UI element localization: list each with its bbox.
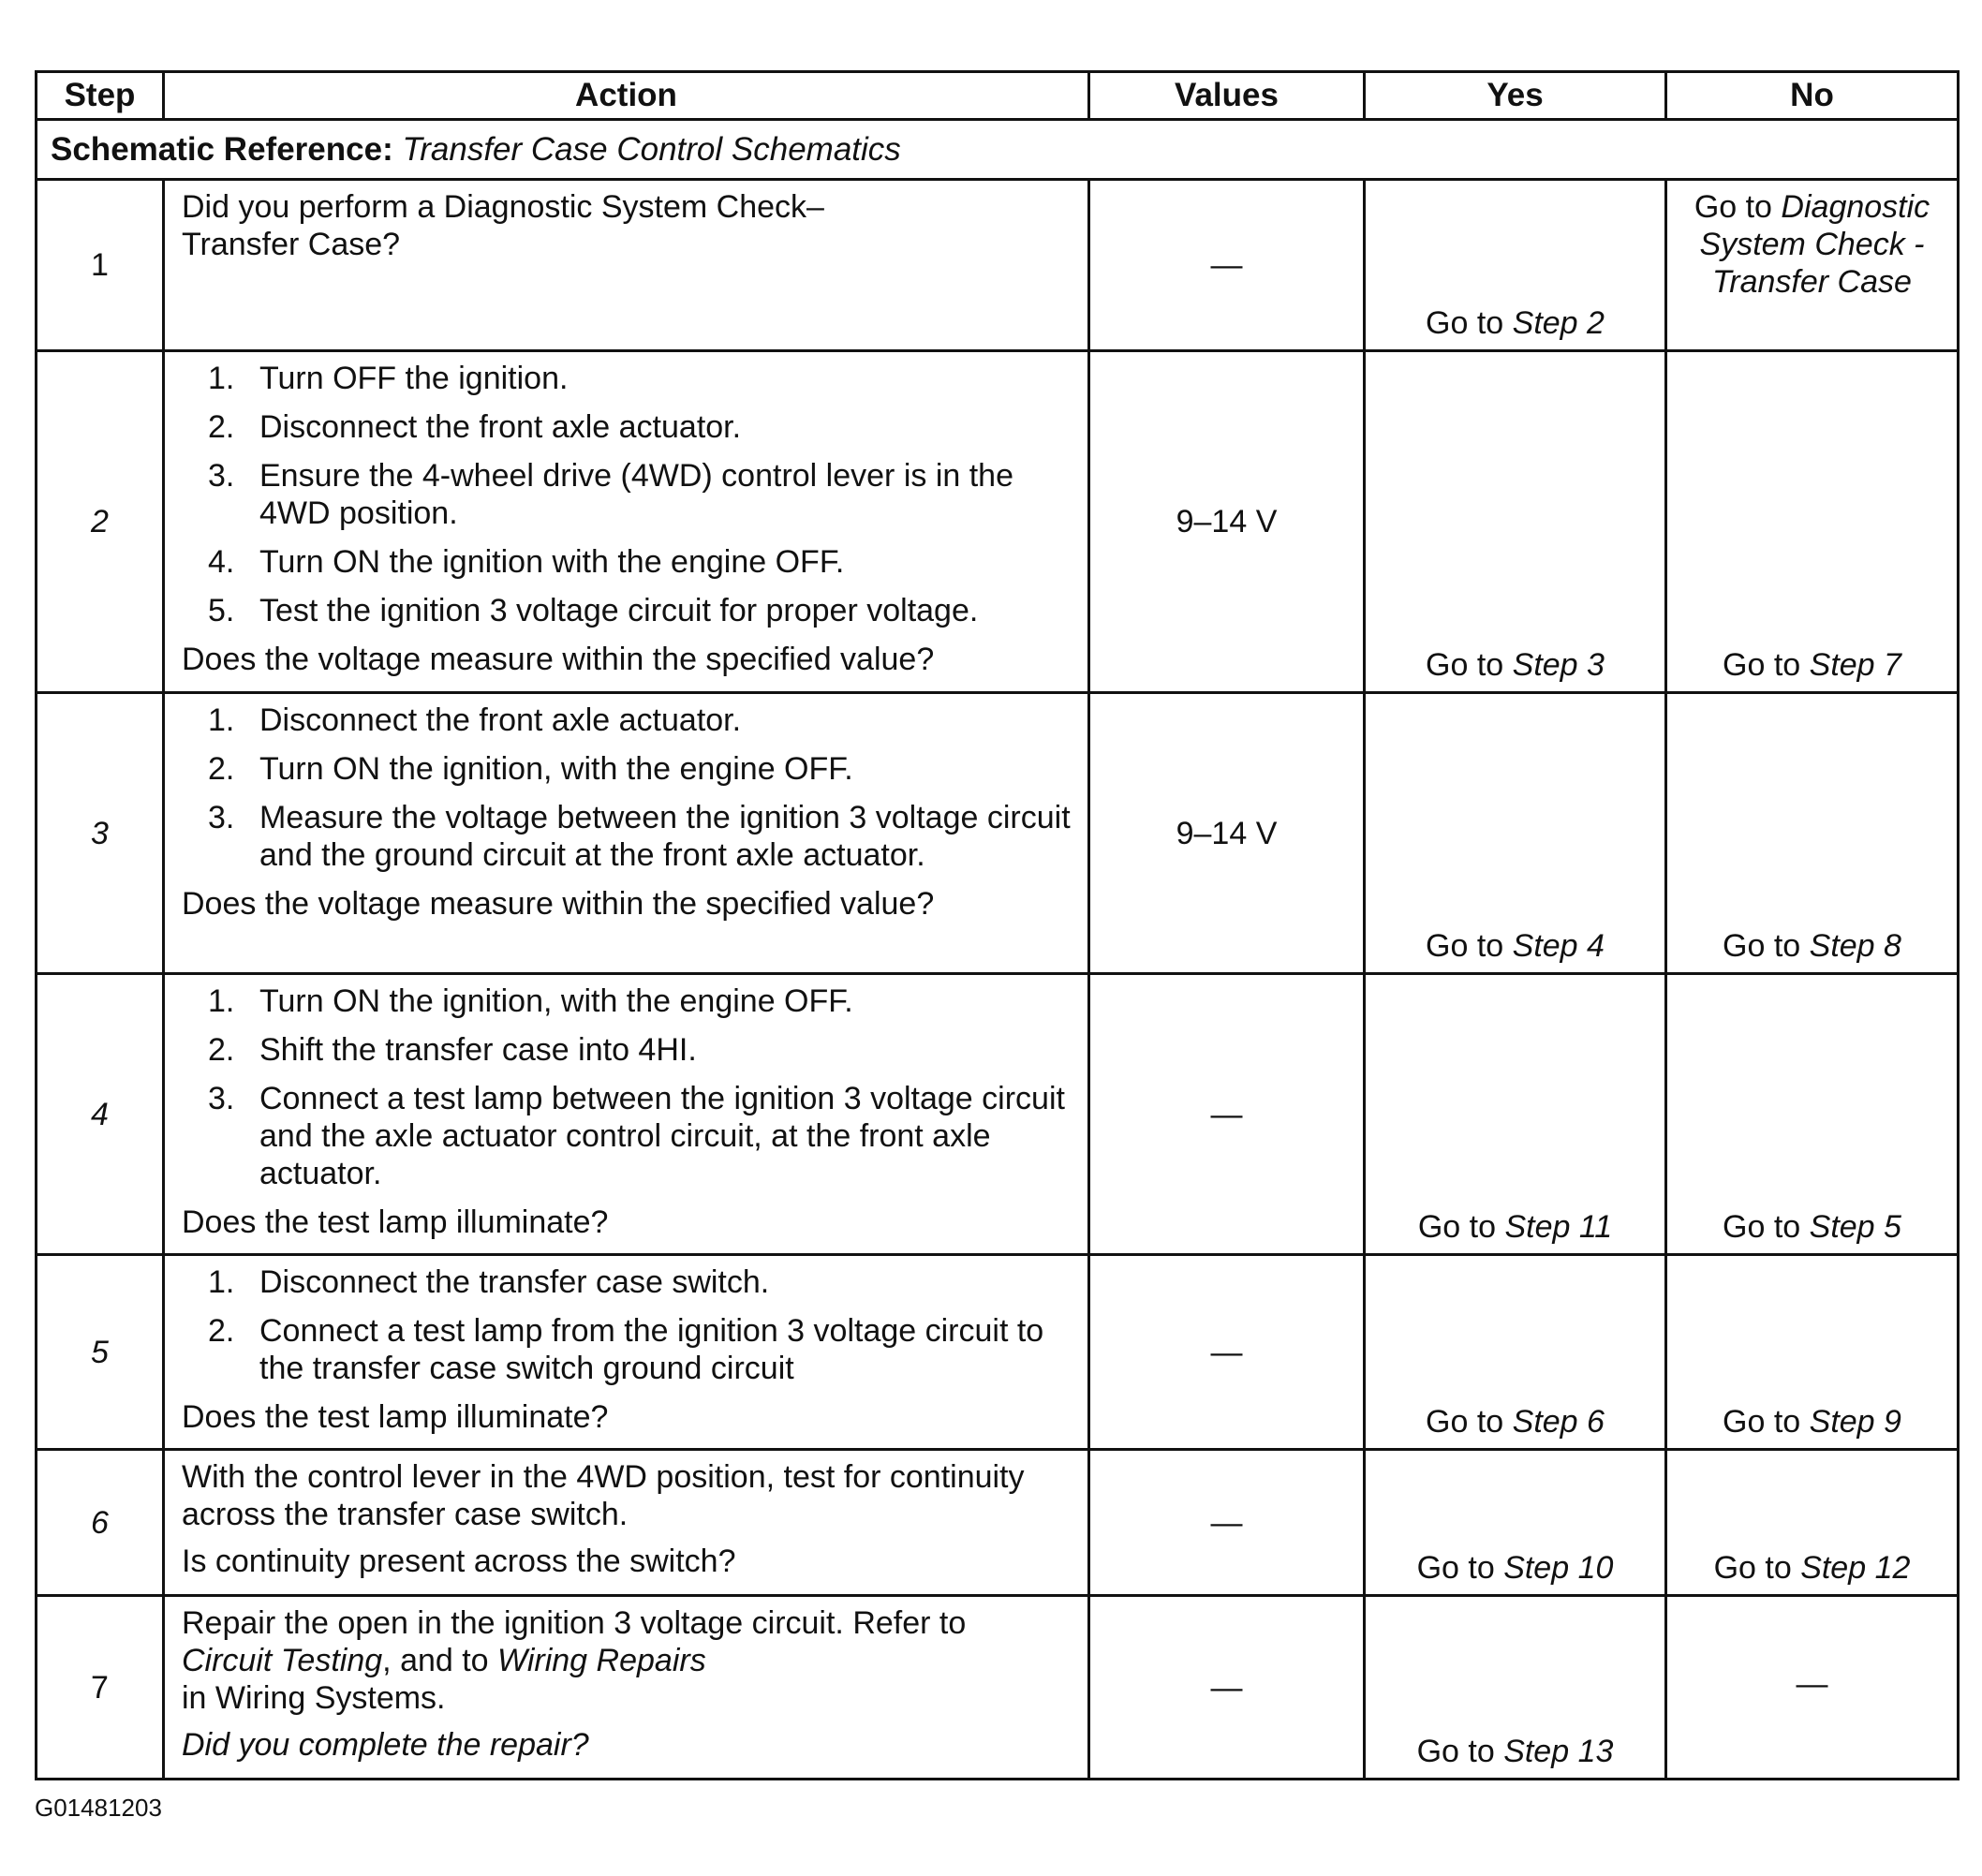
value-cell: — <box>1089 1450 1365 1596</box>
step-number: 1 <box>37 180 164 351</box>
yes-cell <box>1365 974 1666 1255</box>
action-question: Does the test lamp illuminate? <box>182 1399 609 1435</box>
header-row <box>37 72 1959 120</box>
no-step-link[interactable]: Step 5 <box>1809 1209 1901 1245</box>
no-prefix: Go to <box>1723 928 1810 964</box>
no-cell: — <box>1666 1596 1959 1780</box>
value-cell: — <box>1089 1596 1365 1780</box>
action-text: Did you perform a Diagnostic System Check– <box>182 189 824 225</box>
action-cell <box>164 974 1089 1255</box>
action-steps <box>182 1263 1071 1387</box>
table-row <box>37 1255 1959 1450</box>
action-cell <box>164 1255 1089 1450</box>
figure-code: G01481203 <box>35 1794 162 1822</box>
yes-prefix: Go to <box>1417 1209 1505 1245</box>
step-number: 6 <box>37 1450 164 1596</box>
action-cell <box>164 1450 1089 1596</box>
no-prefix: Go to <box>1694 189 1782 225</box>
action-step: 1. Turn OFF the ignition. <box>208 361 569 396</box>
schematic-link[interactable]: Transfer Case Control Schematics <box>402 130 901 168</box>
no-cell <box>1666 180 1959 351</box>
value-cell: — <box>1089 180 1365 351</box>
no-link-line1[interactable]: Diagnostic <box>1781 189 1930 225</box>
no-step-link[interactable]: Step 12 <box>1800 1550 1911 1586</box>
yes-step-link[interactable]: Step 10 <box>1503 1550 1614 1586</box>
yes-cell <box>1365 351 1666 693</box>
no-prefix: Go to <box>1723 1209 1810 1245</box>
action-step: 2. Disconnect the front axle actuator. <box>208 409 742 445</box>
action-cell <box>164 180 1089 351</box>
yes-step-link[interactable]: Step 4 <box>1512 928 1605 964</box>
yes-prefix: Go to <box>1426 647 1513 683</box>
yes-prefix: Go to <box>1426 305 1513 341</box>
action-steps <box>182 982 1071 1192</box>
action-step: 3. Connect a test lamp between the ignition 3 voltage circuit and the axle actuator control circuit, at the front axle actuator. <box>208 1081 1065 1191</box>
action-text: Transfer Case? <box>182 227 401 262</box>
action-step: 1. Disconnect the transfer case switch. <box>208 1264 770 1300</box>
action-text: Repair the open in the ignition 3 voltage circuit. Refer to Circuit Testing, and to Wiring Repairs in Wiring Systems. <box>182 1605 967 1716</box>
yes-cell <box>1365 180 1666 351</box>
schematic-label: Schematic Reference: <box>51 130 393 168</box>
step-number: 5 <box>37 1255 164 1450</box>
yes-step-link[interactable]: Step 3 <box>1512 647 1605 683</box>
wiring-repairs-link[interactable]: Wiring Repairs <box>497 1643 706 1678</box>
yes-step-link[interactable]: Step 2 <box>1512 305 1605 341</box>
no-cell <box>1666 974 1959 1255</box>
header-action: Action <box>164 72 1089 120</box>
action-steps <box>182 702 1071 874</box>
table-row <box>37 180 1959 351</box>
table-row <box>37 1450 1959 1596</box>
no-cell <box>1666 693 1959 974</box>
action-step: 1. Disconnect the front axle actuator. <box>208 702 742 738</box>
header-no: No <box>1666 72 1959 120</box>
action-cell <box>164 693 1089 974</box>
action-question: Does the voltage measure within the specified value? <box>182 886 935 922</box>
action-question: Is continuity present across the switch? <box>182 1544 736 1579</box>
action-question: Did you complete the repair? <box>182 1727 589 1763</box>
action-step: 5. Test the ignition 3 voltage circuit for proper voltage. <box>208 593 979 628</box>
yes-prefix: Go to <box>1426 928 1513 964</box>
step-number: 7 <box>37 1596 164 1780</box>
value-cell: 9–14 V <box>1089 693 1365 974</box>
value-cell: — <box>1089 1255 1365 1450</box>
yes-step-link[interactable]: Step 6 <box>1512 1404 1605 1440</box>
yes-step-link[interactable]: Step 11 <box>1504 1209 1613 1245</box>
action-steps <box>182 360 1071 629</box>
action-cell <box>164 1596 1089 1780</box>
no-step-link[interactable]: Step 9 <box>1809 1404 1901 1440</box>
no-prefix: Go to <box>1713 1550 1801 1586</box>
circuit-testing-link[interactable]: Circuit Testing <box>182 1643 383 1678</box>
action-step: 2. Connect a test lamp from the ignition 3 voltage circuit to the transfer case switch ground circuit <box>208 1313 1044 1386</box>
value-cell: 9–14 V <box>1089 351 1365 693</box>
yes-cell <box>1365 1255 1666 1450</box>
no-step-link[interactable]: Step 8 <box>1809 928 1901 964</box>
action-text: With the control lever in the 4WD position, test for continuity across the transfer case switch. <box>182 1459 1025 1532</box>
yes-prefix: Go to <box>1416 1734 1504 1769</box>
action-step: 3. Ensure the 4-wheel drive (4WD) control lever is in the 4WD position. <box>208 458 1013 531</box>
yes-cell <box>1365 1596 1666 1780</box>
yes-prefix: Go to <box>1426 1404 1513 1440</box>
header-step: Step <box>37 72 164 120</box>
no-link-line3[interactable]: Transfer Case <box>1712 264 1912 300</box>
yes-step-link[interactable]: Step 13 <box>1503 1734 1614 1769</box>
no-prefix: Go to <box>1723 1404 1810 1440</box>
table-row <box>37 1596 1959 1780</box>
action-step: 1. Turn ON the ignition, with the engine OFF. <box>208 983 853 1019</box>
no-cell <box>1666 351 1959 693</box>
action-question: Does the test lamp illuminate? <box>182 1204 609 1240</box>
no-cell <box>1666 1255 1959 1450</box>
table-row <box>37 351 1959 693</box>
action-step: 3. Measure the voltage between the ignition 3 voltage circuit and the ground circuit at the front axle actuator. <box>208 800 1071 873</box>
yes-prefix: Go to <box>1416 1550 1504 1586</box>
no-step-link[interactable]: Step 7 <box>1809 647 1901 683</box>
no-cell <box>1666 1450 1959 1596</box>
no-prefix: Go to <box>1723 647 1810 683</box>
step-number: 4 <box>37 974 164 1255</box>
diagnostic-table <box>35 70 1960 1780</box>
schematic-row <box>37 120 1959 180</box>
yes-cell <box>1365 693 1666 974</box>
table-row <box>37 693 1959 974</box>
schematic-reference <box>37 120 1959 180</box>
action-question: Does the voltage measure within the specified value? <box>182 642 935 677</box>
step-number: 3 <box>37 693 164 974</box>
header-yes: Yes <box>1365 72 1666 120</box>
step-number: 2 <box>37 351 164 693</box>
header-values: Values <box>1089 72 1365 120</box>
value-cell: — <box>1089 974 1365 1255</box>
action-step: 2. Shift the transfer case into 4HI. <box>208 1032 697 1068</box>
table-row <box>37 974 1959 1255</box>
yes-cell <box>1365 1450 1666 1596</box>
no-link-line2[interactable]: System Check - <box>1699 227 1925 262</box>
action-step: 4. Turn ON the ignition with the engine OFF. <box>208 544 845 580</box>
action-step: 2. Turn ON the ignition, with the engine OFF. <box>208 751 853 787</box>
action-cell <box>164 351 1089 693</box>
